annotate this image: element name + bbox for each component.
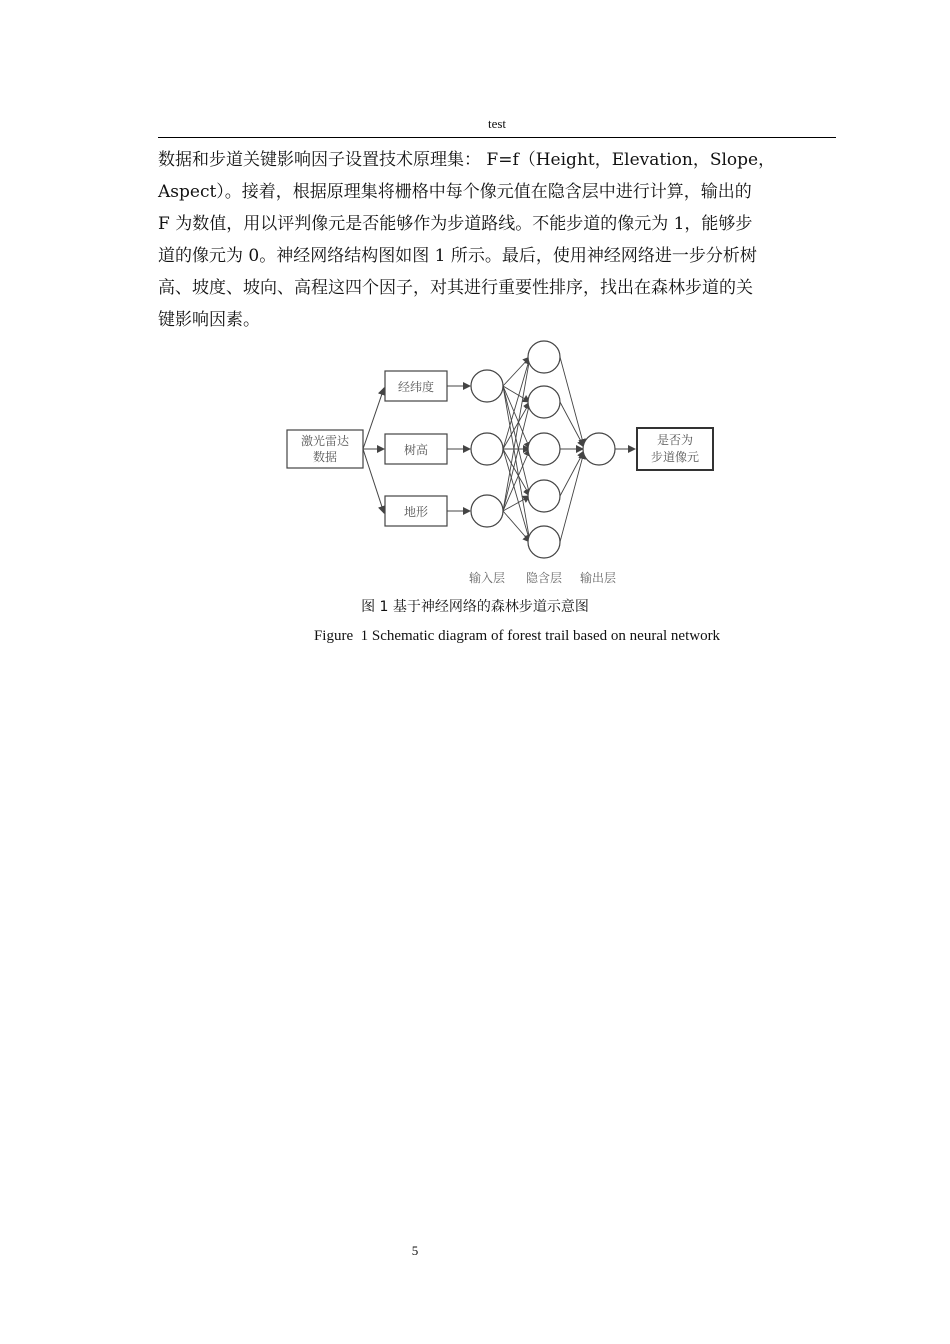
- terrain-box: [385, 496, 447, 526]
- trail-pixel-label-1: 是否为: [656, 433, 694, 447]
- input-hidden-connections: [503, 357, 530, 542]
- tree-height-box: [385, 434, 447, 464]
- latlon-box: [385, 371, 447, 401]
- hidden-node: [528, 433, 560, 465]
- input-node: [471, 433, 503, 465]
- lidar-data-box: [287, 430, 363, 468]
- paragraph-line: Aspect）。接着，根据原理集将栅格中每个像元值在隐含层中进行计算，输出的: [158, 182, 752, 202]
- hidden-node: [528, 341, 560, 373]
- header-rule: [158, 137, 836, 138]
- page-number: 5: [411, 1243, 419, 1258]
- figure-caption-english: Figure 1 Schematic diagram of forest trail based on neural network: [313, 628, 721, 644]
- latlon-label: 经纬度: [397, 380, 435, 394]
- tree-height-label: 树高: [403, 443, 429, 457]
- paragraph-line: 高、坡度、坡向、高程这四个因子，对其进行重要性排序，找出在森林步道的关: [158, 278, 753, 298]
- paragraph-line: 道的像元为 0。神经网络结构图如图 1 所示。最后，使用神经网络进一步分析树: [158, 246, 757, 266]
- terrain-label: 地形: [403, 505, 429, 519]
- hidden-node: [528, 526, 560, 558]
- figure-caption-chinese: 图 1 基于神经网络的森林步道示意图: [361, 599, 589, 615]
- paragraph-line: 键影响因素。: [158, 310, 260, 330]
- neural-network-diagram: [285, 338, 725, 590]
- hidden-layer-label: 隐含层: [525, 571, 563, 585]
- paragraph-line: F 为数值，用以评判像元是否能够作为步道路线。不能步道的像元为 1，能够步: [158, 214, 753, 234]
- input-node: [471, 370, 503, 402]
- input-layer-label: 输入层: [468, 571, 506, 585]
- trail-pixel-label-2: 步道像元: [650, 450, 700, 464]
- paragraph-line: 数据和步道关键影响因子设置技术原理集： F=f（Height，Elevation，Slope，: [158, 150, 776, 170]
- arrow-source-to-latlon: [363, 388, 384, 449]
- page-header: test: [487, 116, 507, 131]
- lidar-data-label-1: 激光雷达: [300, 434, 350, 448]
- input-node: [471, 495, 503, 527]
- trail-pixel-box: [637, 428, 713, 470]
- hidden-node: [528, 480, 560, 512]
- arrow-source-to-terrain: [363, 449, 384, 513]
- body-paragraph: [158, 144, 838, 336]
- output-node: [583, 433, 615, 465]
- output-layer-label: 输出层: [579, 571, 617, 585]
- hidden-output-connections: [560, 357, 584, 542]
- lidar-data-label-2: 数据: [312, 450, 338, 464]
- hidden-node: [528, 386, 560, 418]
